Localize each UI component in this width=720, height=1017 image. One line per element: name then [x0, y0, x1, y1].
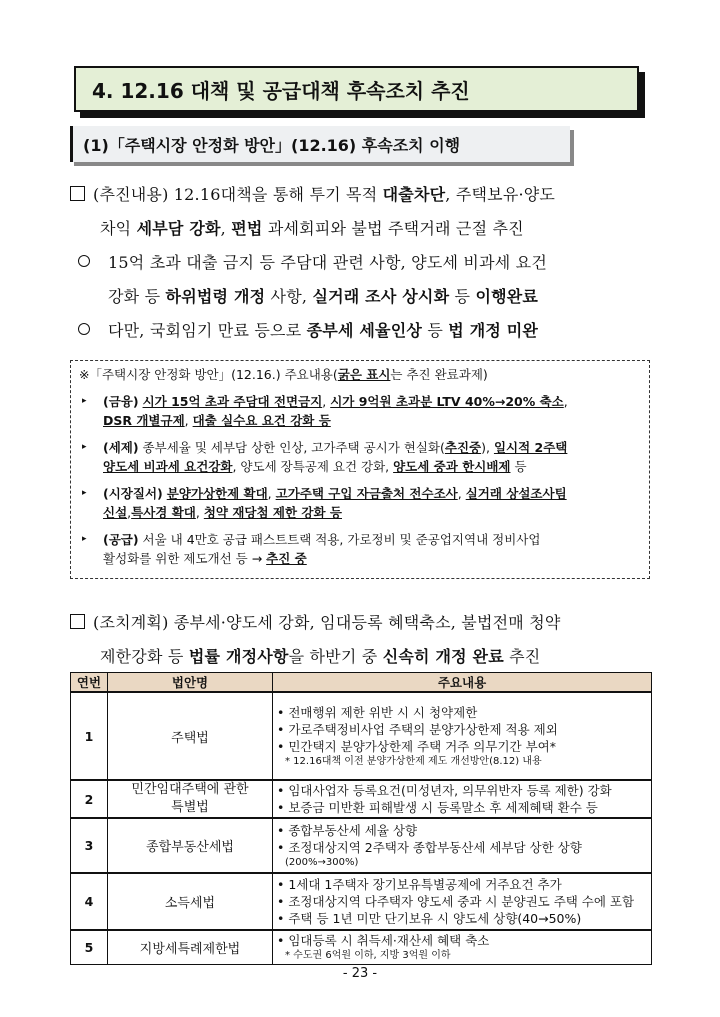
bill-name: 지방세특례제한법 [108, 930, 273, 964]
triangle-bullet-icon: ▸ [82, 488, 87, 498]
note-item-supply: ▸ (공급) 서울 내 4만호 공급 패스트트랙 적용, 가로정비 및 준공업지역내 정비사업 활성화를 위한 제도개선 등 → 추진 중 [82, 532, 541, 566]
triangle-bullet-icon: ▸ [82, 396, 87, 406]
note-item-finance: ▸ (금융) 시가 15억 초과 주담대 전면금지, 시가 9억원 초과분 LTV 40%→20% 축소, DSR 개별규제, 대출 실수요 요건 강화 등 [82, 394, 568, 428]
table-row [71, 818, 652, 873]
row-number: 2 [71, 780, 108, 818]
header-content: 주요내용 [273, 673, 652, 693]
table-header-row [71, 673, 652, 693]
circle-bullet-icon [78, 323, 90, 335]
paragraph-plan: (추진내용) 12.16대책을 통해 투기 목적 대출차단, 주택보유·양도 차익 세부담 강화, 편법 과세회피와 불법 주택거래 근절 추진 [70, 178, 555, 246]
bill-table [70, 672, 652, 965]
bill-content: • 종합부동산세 세율 상향 • 조정대상지역 2주택자 종합부동산세 세부담 상한 상향 (200%→300%) [273, 818, 652, 873]
header-no: 연번 [71, 673, 108, 693]
checkbox-icon [70, 614, 85, 629]
note-item-market: ▸ (시장질서) 분양가상한제 확대, 고가주택 구입 자금출처 전수조사, 실거래 상설조사팀 신설,특사경 확대, 청약 재당첨 제한 강화 등 [82, 486, 567, 520]
header-bill: 법안명 [108, 673, 273, 693]
bullet-incomplete: 다만, 국회임기 만료 등으로 종부세 세율인상 등 법 개정 미완 [78, 314, 538, 348]
row-number: 5 [71, 930, 108, 964]
row-number: 3 [71, 818, 108, 873]
bill-content: • 임대사업자 등록요건(미성년자, 의무위반자 등록 제한) 강화 • 보증금 미반환 피해발생 시 등록말소 후 세제혜택 환수 등 [273, 780, 652, 818]
note-item-tax: ▸ (세제) 종부세율 및 세부담 상한 인상, 고가주택 공시가 현실화(추진중), 일시적 2주택 양도세 비과세 요건강화, 양도세 장특공제 요건 강화, 양도세 중과 한시배제 등 [82, 440, 568, 474]
key-measures-box [70, 360, 650, 579]
bill-content: • 전매행위 제한 위반 시 시 청약제한 • 가로주택정비사업 주택의 분양가상한제 적용 제외 • 민간택지 분양가상한제 주택 거주 의무기간 부여* * 12.16대책 이전 분양가상한제 제도 개선방안(8.12) 내용 [273, 692, 652, 780]
section-title: 4. 12.16 대책 및 공급대책 후속조치 추진 [74, 66, 639, 112]
note-heading: ※「주택시장 안정화 방안」(12.16.) 주요내용(굵은 표시는 추진 완료과제) [79, 367, 488, 382]
bill-name: 주택법 [108, 692, 273, 780]
bullet-completed: 15억 초과 대출 금지 등 주담대 관련 사항, 양도세 비과세 요건 강화 등 하위법령 개정 사항, 실거래 조사 상시화 등 이행완료 [78, 246, 547, 314]
bill-content: • 임대등록 시 취득세·재산세 혜택 축소 * 수도권 6억원 이하, 지방 3억원 이하 [273, 930, 652, 964]
table-row [71, 873, 652, 930]
row-number: 4 [71, 873, 108, 930]
bill-name: 소득세법 [108, 873, 273, 930]
table-row [71, 692, 652, 780]
table-row [71, 930, 652, 964]
bill-name: 종합부동산세법 [108, 818, 273, 873]
sub-section-title: (1)「주택시장 안정화 방안」(12.16) 후속조치 이행 [70, 126, 570, 162]
page-number: - 23 - [342, 966, 378, 981]
checkbox-icon [70, 186, 85, 201]
row-number: 1 [71, 692, 108, 780]
paragraph-action-plan: (조치계획) 종부세·양도세 강화, 임대등록 혜택축소, 불법전매 청약 제한강화 등 법률 개정사항을 하반기 중 신속히 개정 완료 추진 [70, 606, 561, 674]
triangle-bullet-icon: ▸ [82, 442, 87, 452]
bill-content: • 1세대 1주택자 장기보유특별공제에 거주요건 추가 • 조정대상지역 다주택자 양도세 중과 시 분양권도 주택 수에 포함 • 주택 등 1년 미만 단기보유 시 양도세 상향(40→50%) [273, 873, 652, 930]
bill-name: 민간임대주택에 관한 특별법 [108, 780, 273, 818]
circle-bullet-icon [78, 255, 90, 267]
table-row [71, 780, 652, 818]
triangle-bullet-icon: ▸ [82, 534, 87, 544]
